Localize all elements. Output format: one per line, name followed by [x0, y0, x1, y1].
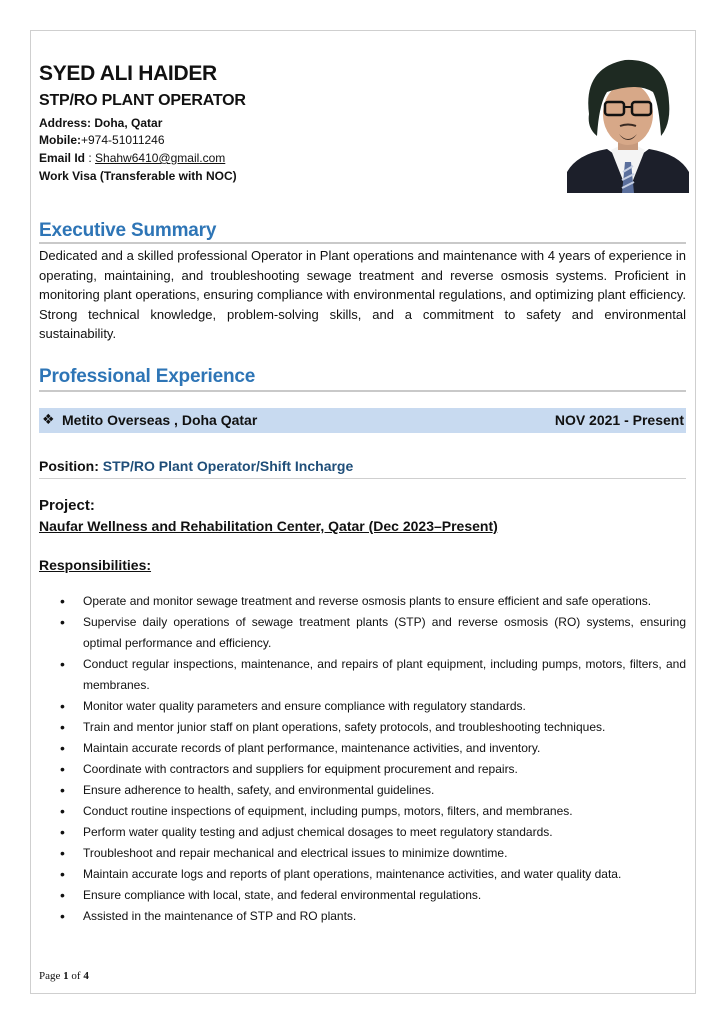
- professional-experience-heading: Professional Experience: [39, 366, 256, 387]
- executive-summary-heading: Executive Summary: [39, 220, 217, 241]
- position-line: [39, 458, 353, 474]
- executive-summary-text: Dedicated and a skilled professional Operator in Plant operations and maintenance with 4 years of experience in operating, maintaining, and troubleshooting sewage treatment and reverse osmosis systems. Proficient in monitoring plant operations, ensuring compliance with environmental regulations, and optimizing plant efficiency. Strong technical knowledge, problem-solving skills, and a commitment to safety and environmental sustainability.: [39, 248, 686, 342]
- company-name: Metito Overseas , Doha Qatar: [62, 412, 258, 428]
- visa-text: Work Visa (Transferable with NOC): [39, 169, 237, 183]
- project-name: Naufar Wellness and Rehabilitation Center, Qatar (Dec 2023–Present): [39, 518, 498, 534]
- list-item: • Perform water quality testing and adjust chemical dosages to meet regulatory standards.: [60, 822, 686, 843]
- list-item: • Maintain accurate logs and reports of plant operations, maintenance activities, and water quality data.: [60, 864, 686, 885]
- page-current: 1: [63, 970, 69, 982]
- list-item: • Monitor water quality parameters and ensure compliance with regulatory standards.: [60, 696, 686, 717]
- email-link[interactable]: Shahw6410@gmail.com: [95, 151, 226, 165]
- address-label: Address:: [39, 116, 92, 130]
- page-word: Page: [39, 970, 61, 982]
- list-item: • Coordinate with contractors and suppliers for equipment procurement and repairs.: [60, 759, 686, 780]
- page-footer: [39, 970, 89, 982]
- responsibilities-label: Responsibilities:: [39, 557, 152, 573]
- position-value: STP/RO Plant Operator/Shift Incharge: [102, 458, 354, 474]
- list-item: • Train and mentor junior staff on plant operations, safety protocols, and troubleshooting techniques.: [60, 717, 686, 738]
- email-line: [39, 151, 225, 165]
- employment-dates: NOV 2021 - Present: [554, 412, 684, 428]
- candidate-name: SYED ALI HAIDER: [39, 62, 217, 85]
- list-item: • Conduct regular inspections, maintenance, and repairs of plant equipment, including pumps, motors, filters, and membranes.: [60, 654, 686, 696]
- position-rule: [39, 478, 686, 479]
- profile-photo: [567, 54, 689, 193]
- list-item: • Troubleshoot and repair mechanical and electrical issues to minimize downtime.: [60, 843, 686, 864]
- email-separator: :: [85, 151, 96, 165]
- page-total: 4: [83, 970, 89, 982]
- position-label: Position:: [39, 458, 99, 474]
- visa-line: [39, 169, 237, 183]
- mobile-value: +974-51011246: [81, 133, 165, 147]
- diamond-bullet-icon: ❖: [42, 411, 55, 427]
- email-label: Email Id: [39, 151, 86, 165]
- list-item: • Operate and monitor sewage treatment and reverse osmosis plants to ensure efficient and safe operations.: [60, 591, 686, 612]
- address-value: Doha, Qatar: [94, 116, 163, 130]
- mobile-label: Mobile:: [39, 133, 81, 147]
- page-of: of: [71, 970, 81, 982]
- address-line: [39, 116, 162, 130]
- professional-experience-rule: [39, 390, 686, 392]
- list-item: • Supervise daily operations of sewage treatment plants (STP) and reverse osmosis (RO) systems, ensuring optimal performance and efficiency.: [60, 612, 686, 654]
- project-label: Project:: [39, 497, 95, 514]
- list-item: • Assisted in the maintenance of STP and RO plants.: [60, 906, 686, 927]
- candidate-title: STP/RO PLANT OPERATOR: [39, 92, 246, 109]
- list-item: • Conduct routine inspections of equipment, including pumps, motors, filters, and membranes.: [60, 801, 686, 822]
- list-item: • Maintain accurate records of plant performance, maintenance activities, and inventory.: [60, 738, 686, 759]
- executive-summary-rule: [39, 242, 686, 244]
- list-item: • Ensure adherence to health, safety, and environmental guidelines.: [60, 780, 686, 801]
- company-bar: [39, 408, 686, 433]
- list-item: • Ensure compliance with local, state, and federal environmental regulations.: [60, 885, 686, 906]
- mobile-line: [39, 133, 165, 147]
- responsibilities-list: [60, 591, 686, 927]
